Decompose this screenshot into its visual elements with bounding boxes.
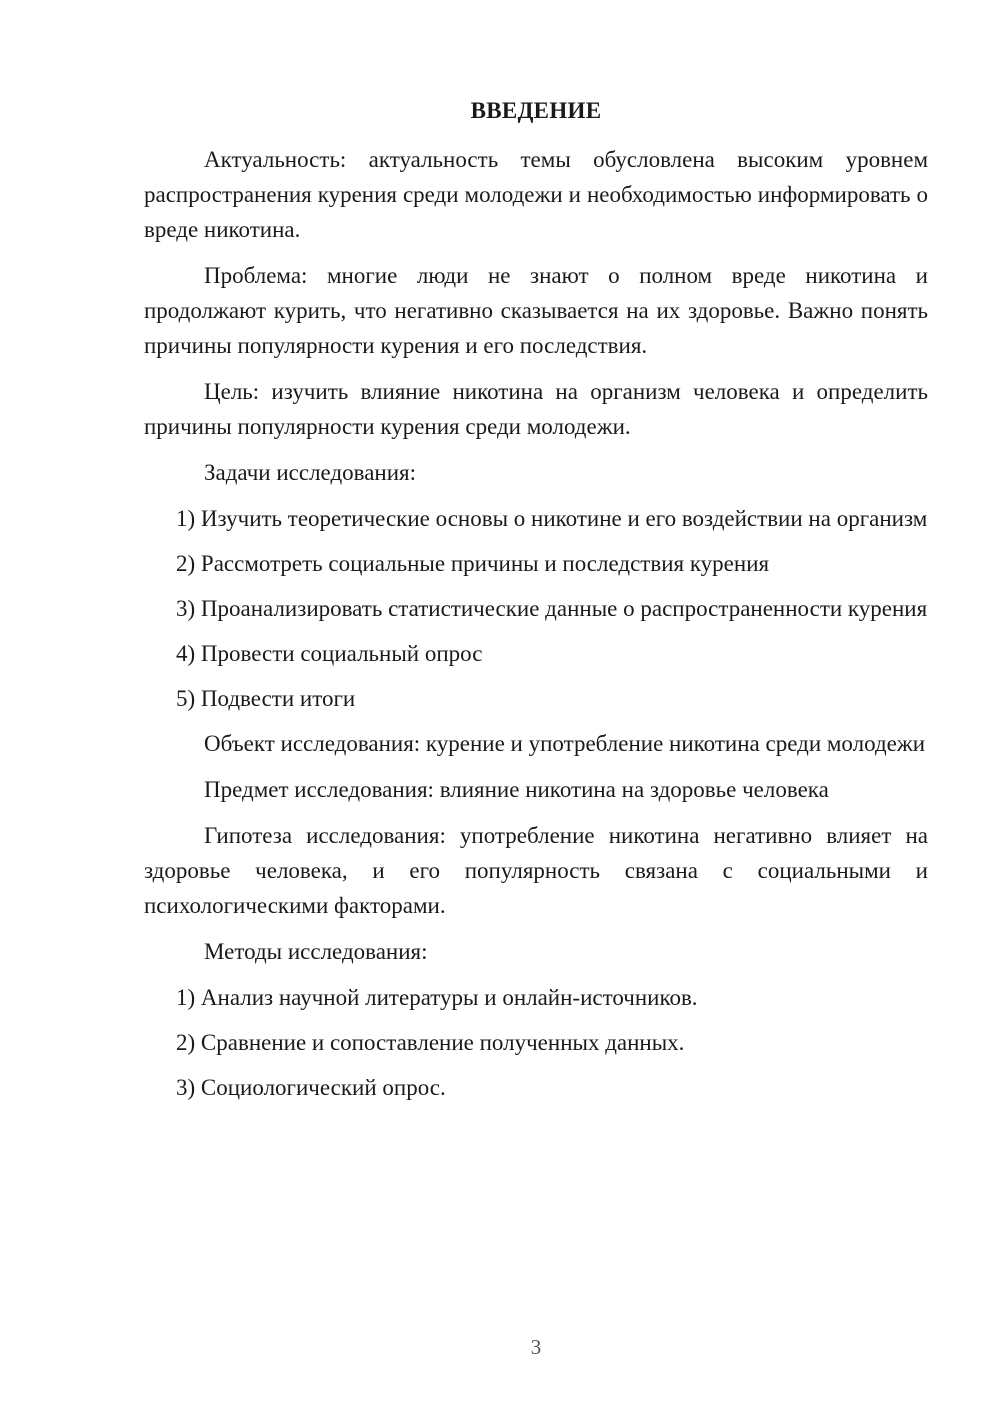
method-item: 2) Сравнение и сопоставление полученных данных. <box>176 1030 685 1055</box>
section-body <box>144 142 928 1115</box>
object-paragraph: Объект исследования: курение и употребление никотина среди молодежи <box>204 731 926 756</box>
problem-paragraph: Проблема: многие люди не знают о полном вреде никотина и продолжают курить, что негативно сказывается на их здоровье. Важно понять причины популярности курения и его последствия. <box>144 263 928 358</box>
subject-paragraph: Предмет исследования: влияние никотина на здоровье человека <box>204 777 829 802</box>
task-item: 4) Провести социальный опрос <box>176 641 483 666</box>
goal-paragraph: Цель: изучить влияние никотина на организм человека и определить причины популярности курения среди молодежи. <box>144 379 928 439</box>
section-title: ВВЕДЕНИЕ <box>470 98 602 123</box>
task-item: 3) Проанализировать статистические данные о распространенности курения <box>176 596 928 621</box>
method-item: 3) Социологический опрос. <box>176 1075 446 1100</box>
task-item: 1) Изучить теоретические основы о никотине и его воздействии на организм <box>176 506 928 531</box>
hypothesis-paragraph: Гипотеза исследования: употребление никотина негативно влияет на здоровье человека, и его популярность связана с социальными и психологическими факторами. <box>144 823 928 918</box>
page-number: 3 <box>530 1335 542 1359</box>
methods-heading: Методы исследования: <box>204 939 428 964</box>
task-item: 5) Подвести итоги <box>176 686 356 711</box>
relevance-paragraph: Актуальность: актуальность темы обусловлена высоким уровнем распространения курения среди молодежи и необходимостью информировать о вреде никотина. <box>144 147 928 242</box>
method-item: 1) Анализ научной литературы и онлайн-источников. <box>176 985 698 1010</box>
tasks-heading: Задачи исследования: <box>204 460 417 485</box>
task-item: 2) Рассмотреть социальные причины и последствия курения <box>176 551 770 576</box>
